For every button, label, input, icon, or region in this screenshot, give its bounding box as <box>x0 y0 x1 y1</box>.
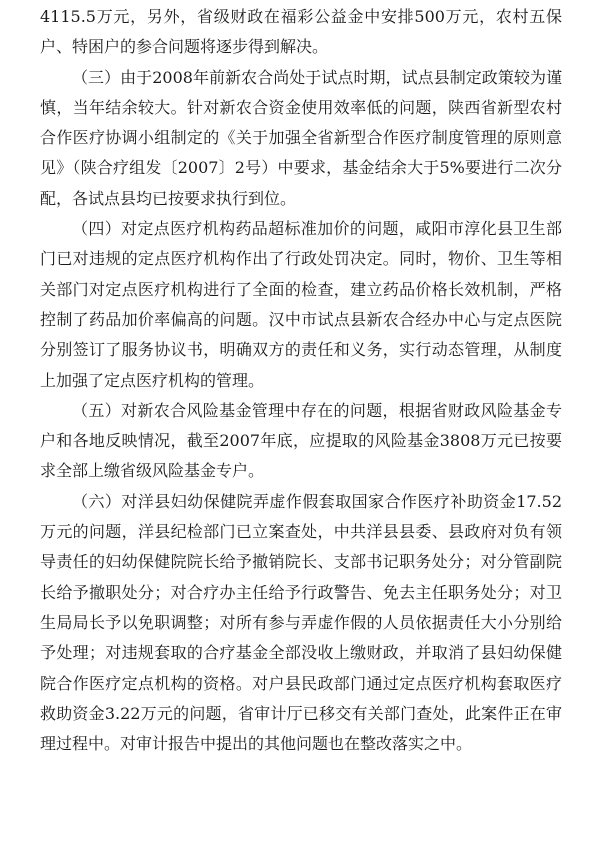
paragraph-item-3: （三）由于2008年前新农合尚处于试点时期，试点县制定政策较为谨慎，当年结余较大。针对新农合资金使用效率低的问题，陕西省新型农村合作医疗协调小组制定的《关于加强全省新型合作医疗制度管理的原则意见》（陕合疗组发〔2007〕2号）中要求，基金结余大于5%要进行二次分配，各试点县均已按要求执行到位。 <box>40 67 562 208</box>
document-body <box>40 2 562 759</box>
paragraph-item-5: （五）对新农合风险基金管理中存在的问题，根据省财政风险基金专户和各地反映情况，截至2007年底，应提取的风险基金3808万元已按要求全部上缴省级风险基金专户。 <box>40 400 562 481</box>
paragraph-item-6: （六）对洋县妇幼保健院弄虚作假套取国家合作医疗补助资金17.52万元的问题，洋县纪检部门已立案查处，中共洋县县委、县政府对负有领导责任的妇幼保健院院长给予撤销院长、支部书记职务处分；对分管副院长给予撤职处分；对合疗办主任给予行政警告、免去主任职务处分；对卫生局局长予以免职调整；对所有参与弄虚作假的人员依据责任大小分别给予处理；对违规套取的合疗基金全部没收上缴财政，并取消了县妇幼保健院合作医疗定点机构的资格。对户县民政部门通过定点医疗机构套取医疗救助资金3.22万元的问题，省审计厅已移交有关部门查处，此案件正在审理过程中。对审计报告中提出的其他问题也在整改落实之中。 <box>40 491 562 754</box>
paragraph-item-4: （四）对定点医疗机构药品超标准加价的问题，咸阳市淳化县卫生部门已对违规的定点医疗机构作出了行政处罚决定。同时，物价、卫生等相关部门对定点医疗机构进行了全面的检查，建立药品价格长效机制，严格控制了药品加价率偏高的问题。汉中市试点县新农合经办中心与定点医院分别签订了服务协议书，明确双方的责任和义务，实行动态管理，从制度上加强了定点医疗机构的管理。 <box>40 219 562 390</box>
paragraph-continuation: 4115.5万元，另外，省级财政在福彩公益金中安排500万元，农村五保户、特困户的参合问题将逐步得到解决。 <box>40 7 562 57</box>
